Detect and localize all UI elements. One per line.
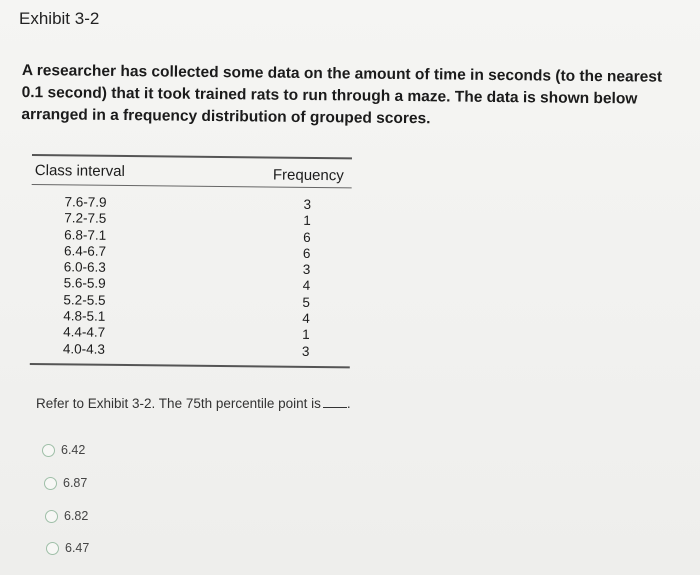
header-class-interval: Class interval xyxy=(34,162,125,180)
frequency-cell: 6 xyxy=(303,229,311,245)
table-header xyxy=(32,156,352,188)
answer-option-2[interactable] xyxy=(44,476,87,490)
interval-cell: 6.0-6.3 xyxy=(63,259,106,275)
radio-button[interactable] xyxy=(42,444,55,457)
interval-cell: 6.8-7.1 xyxy=(64,226,107,243)
option-label: 6.87 xyxy=(63,476,88,490)
frequency-table xyxy=(30,154,352,368)
table-row xyxy=(30,341,350,361)
frequency-cell: 6 xyxy=(302,245,311,261)
interval-cell: 5.2-5.5 xyxy=(63,292,106,308)
question-text: A researcher has collected some data on the amount of time in seconds (to the nearest 0.1 second) that it took trained rats to run through a maze. The data is shown below arranged in a frequency distribution of grouped scores. xyxy=(21,61,663,128)
radio-button[interactable] xyxy=(46,542,59,555)
frequency-cell: 5 xyxy=(302,294,311,310)
option-label: 6.47 xyxy=(65,541,90,555)
interval-cell: 4.4-4.7 xyxy=(63,324,106,341)
answer-option-1[interactable] xyxy=(42,443,85,457)
prompt-text: Refer to Exhibit 3-2. The 75th percentile point is xyxy=(36,396,321,411)
frequency-cell: 1 xyxy=(302,327,310,343)
interval-cell: 5.6-5.9 xyxy=(63,275,106,292)
frequency-cell: 4 xyxy=(302,310,310,326)
radio-button[interactable] xyxy=(45,510,58,523)
table-body xyxy=(30,185,352,360)
frequency-cell: 3 xyxy=(302,262,311,278)
frequency-cell: 4 xyxy=(302,278,311,294)
header-frequency: Frequency xyxy=(272,166,344,185)
option-label: 6.42 xyxy=(61,443,86,457)
exhibit-title: Exhibit 3-2 xyxy=(19,9,100,28)
radio-button[interactable] xyxy=(44,477,57,490)
interval-cell: 6.4-6.7 xyxy=(63,243,107,259)
frequency-cell: 3 xyxy=(303,196,312,212)
question-prompt xyxy=(36,396,351,411)
option-label: 6.82 xyxy=(64,509,89,523)
table-bottom-rule xyxy=(30,363,350,368)
frequency-cell: 3 xyxy=(301,343,310,359)
interval-cell: 7.2-7.5 xyxy=(64,210,107,227)
prompt-end: . xyxy=(346,396,351,411)
interval-cell: 7.6-7.9 xyxy=(64,194,107,210)
interval-cell: 4.8-5.1 xyxy=(63,308,106,324)
answer-option-3[interactable] xyxy=(45,509,88,523)
answer-option-4[interactable] xyxy=(46,541,89,555)
answer-blank xyxy=(323,407,347,408)
frequency-cell: 1 xyxy=(303,213,311,229)
interval-cell: 4.0-4.3 xyxy=(62,341,106,357)
